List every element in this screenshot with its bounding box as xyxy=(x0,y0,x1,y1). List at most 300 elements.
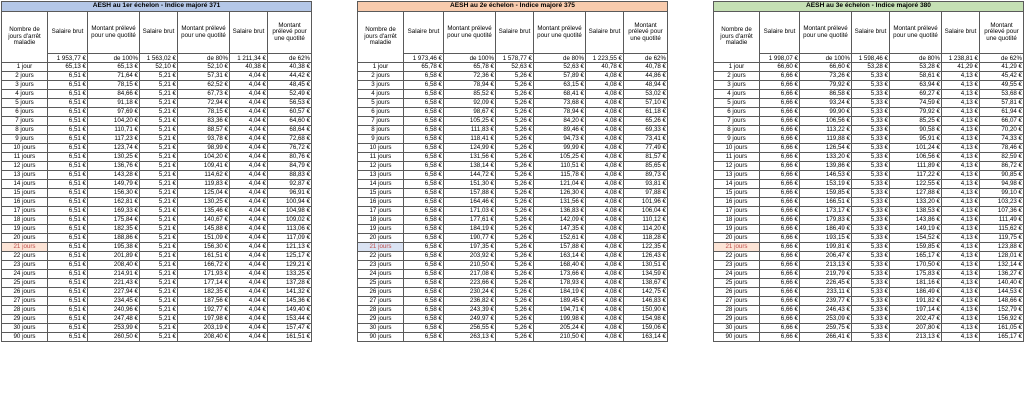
days-cell: 90 jours xyxy=(714,333,760,342)
daily-salary-cell: 4,13 € xyxy=(942,279,980,288)
daily-salary-cell: 6,66 € xyxy=(760,288,800,297)
daily-salary-cell: 6,66 € xyxy=(760,126,800,135)
deducted-amount-cell: 157,47 € xyxy=(268,324,312,333)
daily-salary-cell: 52,10 € xyxy=(140,63,178,72)
table-row xyxy=(358,198,668,207)
deducted-amount-cell: 149,40 € xyxy=(268,306,312,315)
days-cell: 7 jours xyxy=(714,117,760,126)
days-cell: 21 jours xyxy=(2,243,48,252)
daily-salary-cell: 4,04 € xyxy=(230,153,268,162)
daily-salary-cell: 5,26 € xyxy=(496,144,534,153)
daily-salary-cell: 53,28 € xyxy=(852,63,890,72)
deducted-header: Montant prélevé pour une quotité xyxy=(534,12,586,54)
daily-salary-cell: 5,33 € xyxy=(852,306,890,315)
daily-salary-cell: 5,21 € xyxy=(140,90,178,99)
deducted-amount-cell: 233,11 € xyxy=(800,288,852,297)
deducted-amount-cell: 140,67 € xyxy=(178,216,230,225)
deducted-amount-cell: 40,78 € xyxy=(624,63,668,72)
daily-salary-cell: 4,08 € xyxy=(586,297,624,306)
daily-salary-cell: 6,66 € xyxy=(760,306,800,315)
days-cell: 25 jours xyxy=(358,279,404,288)
daily-salary-cell: 6,66 € xyxy=(760,99,800,108)
deducted-amount-cell: 128,01 € xyxy=(980,252,1024,261)
daily-salary-cell: 5,33 € xyxy=(852,189,890,198)
monthly-salary-62: 1 238,81 € xyxy=(942,54,980,63)
quotite-62: de 62% xyxy=(980,54,1024,63)
deducted-amount-cell: 93,78 € xyxy=(178,135,230,144)
days-cell: 27 jours xyxy=(358,297,404,306)
deducted-amount-cell: 129,21 € xyxy=(268,261,312,270)
deducted-amount-cell: 130,51 € xyxy=(624,261,668,270)
daily-salary-cell: 5,33 € xyxy=(852,288,890,297)
days-cell: 19 jours xyxy=(358,225,404,234)
days-cell: 17 jours xyxy=(2,207,48,216)
deducted-amount-cell: 142,09 € xyxy=(534,216,586,225)
daily-salary-cell: 6,66 € xyxy=(760,153,800,162)
daily-salary-cell: 6,66 € xyxy=(760,135,800,144)
table-title: AESH au 1er échelon - Indice majoré 371 xyxy=(2,2,312,12)
deducted-amount-cell: 69,27 € xyxy=(890,90,942,99)
deducted-amount-cell: 106,56 € xyxy=(890,153,942,162)
daily-salary-cell: 4,04 € xyxy=(230,288,268,297)
deducted-amount-cell: 186,49 € xyxy=(800,225,852,234)
deducted-amount-cell: 101,96 € xyxy=(624,198,668,207)
daily-salary-cell: 6,66 € xyxy=(760,216,800,225)
deducted-amount-cell: 78,15 € xyxy=(178,108,230,117)
deducted-amount-cell: 61,94 € xyxy=(980,108,1024,117)
daily-salary-cell: 6,51 € xyxy=(48,135,88,144)
monthly-salary-100: 1 973,46 € xyxy=(404,54,444,63)
daily-salary-cell: 4,04 € xyxy=(230,306,268,315)
table-row xyxy=(358,234,668,243)
deducted-amount-cell: 74,59 € xyxy=(890,99,942,108)
deducted-amount-cell: 58,61 € xyxy=(890,72,942,81)
daily-salary-cell: 6,58 € xyxy=(404,288,444,297)
daily-salary-cell: 5,33 € xyxy=(852,108,890,117)
table-body xyxy=(358,63,668,342)
deducted-amount-cell: 110,12 € xyxy=(624,216,668,225)
days-cell: 1 jour xyxy=(714,63,760,72)
daily-salary-cell: 5,26 € xyxy=(496,135,534,144)
table-row xyxy=(2,81,312,90)
daily-salary-cell: 4,08 € xyxy=(586,117,624,126)
daily-salary-cell: 4,13 € xyxy=(942,126,980,135)
deducted-amount-cell: 187,56 € xyxy=(178,297,230,306)
daily-salary-cell: 4,13 € xyxy=(942,270,980,279)
deducted-amount-cell: 57,89 € xyxy=(534,72,586,81)
deducted-amount-cell: 123,88 € xyxy=(980,243,1024,252)
deducted-amount-cell: 194,71 € xyxy=(534,306,586,315)
days-cell: 22 jours xyxy=(714,252,760,261)
table-row xyxy=(358,63,668,72)
daily-salary-cell: 5,21 € xyxy=(140,117,178,126)
table-row xyxy=(2,153,312,162)
deducted-amount-cell: 106,56 € xyxy=(800,117,852,126)
daily-salary-cell: 6,51 € xyxy=(48,288,88,297)
salary-header: Salaire brut xyxy=(852,12,890,54)
table-row xyxy=(714,180,1024,189)
daily-salary-cell: 4,04 € xyxy=(230,270,268,279)
deducted-amount-cell: 83,36 € xyxy=(178,117,230,126)
deducted-amount-cell: 169,33 € xyxy=(88,207,140,216)
deducted-amount-cell: 80,76 € xyxy=(268,153,312,162)
monthly-salary-80: 1 578,77 € xyxy=(496,54,534,63)
deducted-amount-cell: 122,55 € xyxy=(890,180,942,189)
days-cell: 21 jours xyxy=(358,243,404,252)
deducted-amount-cell: 114,20 € xyxy=(624,225,668,234)
deducted-amount-cell: 119,88 € xyxy=(800,135,852,144)
table-row xyxy=(358,135,668,144)
daily-salary-cell: 6,58 € xyxy=(404,252,444,261)
deducted-amount-cell: 73,26 € xyxy=(800,72,852,81)
daily-salary-cell: 5,26 € xyxy=(496,162,534,171)
daily-salary-cell: 4,04 € xyxy=(230,144,268,153)
daily-salary-cell: 5,21 € xyxy=(140,171,178,180)
deducted-amount-cell: 135,46 € xyxy=(178,207,230,216)
table-row xyxy=(2,171,312,180)
daily-salary-cell: 6,51 € xyxy=(48,225,88,234)
deducted-amount-cell: 65,13 € xyxy=(88,63,140,72)
deducted-amount-cell: 138,53 € xyxy=(890,207,942,216)
deducted-amount-cell: 149,79 € xyxy=(88,180,140,189)
deducted-amount-cell: 57,81 € xyxy=(980,99,1024,108)
daily-salary-cell: 4,08 € xyxy=(586,144,624,153)
daily-salary-cell: 6,58 € xyxy=(404,225,444,234)
daily-salary-cell: 4,04 € xyxy=(230,216,268,225)
deducted-amount-cell: 143,28 € xyxy=(88,171,140,180)
daily-salary-cell: 5,21 € xyxy=(140,180,178,189)
deducted-amount-cell: 171,93 € xyxy=(178,270,230,279)
deducted-amount-cell: 79,92 € xyxy=(890,108,942,117)
daily-salary-cell: 6,66 € xyxy=(760,162,800,171)
daily-salary-cell: 4,08 € xyxy=(586,81,624,90)
table-row xyxy=(714,252,1024,261)
daily-salary-cell: 5,26 € xyxy=(496,108,534,117)
daily-salary-cell: 4,04 € xyxy=(230,333,268,342)
days-cell: 6 jours xyxy=(714,108,760,117)
daily-salary-cell: 5,21 € xyxy=(140,162,178,171)
daily-salary-cell: 6,58 € xyxy=(404,153,444,162)
table-row xyxy=(2,144,312,153)
salary-header: Salaire brut xyxy=(48,12,88,54)
deducted-amount-cell: 84,79 € xyxy=(268,162,312,171)
deducted-amount-cell: 165,17 € xyxy=(980,333,1024,342)
deducted-amount-cell: 56,53 € xyxy=(268,99,312,108)
daily-salary-cell: 4,13 € xyxy=(942,225,980,234)
days-cell: 13 jours xyxy=(2,171,48,180)
daily-salary-cell: 6,58 € xyxy=(404,297,444,306)
daily-salary-cell: 5,26 € xyxy=(496,324,534,333)
days-cell: 29 jours xyxy=(2,315,48,324)
table-row xyxy=(2,207,312,216)
daily-salary-cell: 4,13 € xyxy=(942,72,980,81)
daily-salary-cell: 4,08 € xyxy=(586,243,624,252)
daily-salary-cell: 5,26 € xyxy=(496,243,534,252)
daily-salary-cell: 4,08 € xyxy=(586,279,624,288)
days-cell: 4 jours xyxy=(714,90,760,99)
daily-salary-cell: 4,13 € xyxy=(942,234,980,243)
daily-salary-cell: 5,21 € xyxy=(140,207,178,216)
daily-salary-cell: 6,51 € xyxy=(48,153,88,162)
daily-salary-cell: 6,58 € xyxy=(404,99,444,108)
deducted-amount-cell: 52,63 € xyxy=(534,63,586,72)
table-row xyxy=(2,180,312,189)
deducted-amount-cell: 153,44 € xyxy=(268,315,312,324)
days-cell: 18 jours xyxy=(358,216,404,225)
deducted-amount-cell: 206,47 € xyxy=(800,252,852,261)
table-row xyxy=(2,126,312,135)
deducted-amount-cell: 188,86 € xyxy=(88,234,140,243)
table-row xyxy=(358,324,668,333)
daily-salary-cell: 4,04 € xyxy=(230,243,268,252)
days-header: Nombre de jours d'arrêt maladie xyxy=(714,12,760,63)
deducted-amount-cell: 139,86 € xyxy=(800,162,852,171)
deducted-amount-cell: 161,51 € xyxy=(178,252,230,261)
table-body xyxy=(714,63,1024,342)
deducted-amount-cell: 192,77 € xyxy=(178,306,230,315)
daily-salary-cell: 4,08 € xyxy=(586,234,624,243)
days-cell: 13 jours xyxy=(714,171,760,180)
table-title: AESH au 3e échelon - Indice majoré 380 xyxy=(714,2,1024,12)
deducted-amount-cell: 100,94 € xyxy=(268,198,312,207)
days-cell: 4 jours xyxy=(2,90,48,99)
days-cell: 24 jours xyxy=(714,270,760,279)
table-row xyxy=(358,207,668,216)
deducted-header: Montant prélevé pour une quotité xyxy=(890,12,942,54)
deducted-amount-cell: 92,09 € xyxy=(444,99,496,108)
daily-salary-cell: 5,33 € xyxy=(852,153,890,162)
days-cell: 26 jours xyxy=(2,288,48,297)
days-cell: 2 jours xyxy=(358,72,404,81)
daily-salary-cell: 4,04 € xyxy=(230,171,268,180)
days-cell: 30 jours xyxy=(2,324,48,333)
daily-salary-cell: 5,26 € xyxy=(496,90,534,99)
days-cell: 10 jours xyxy=(2,144,48,153)
daily-salary-cell: 5,26 € xyxy=(496,198,534,207)
table-row xyxy=(714,81,1024,90)
salary-header: Salaire brut xyxy=(942,12,980,54)
daily-salary-cell: 4,08 € xyxy=(586,162,624,171)
daily-salary-cell: 4,04 € xyxy=(230,117,268,126)
deducted-amount-cell: 149,19 € xyxy=(890,225,942,234)
daily-salary-cell: 4,08 € xyxy=(586,180,624,189)
deducted-amount-cell: 40,38 € xyxy=(268,63,312,72)
days-cell: 9 jours xyxy=(714,135,760,144)
table-row xyxy=(2,288,312,297)
daily-salary-cell: 6,66 € xyxy=(760,243,800,252)
days-cell: 6 jours xyxy=(358,108,404,117)
daily-salary-cell: 4,13 € xyxy=(942,198,980,207)
deducted-amount-cell: 163,14 € xyxy=(534,252,586,261)
daily-salary-cell: 6,58 € xyxy=(404,207,444,216)
deducted-amount-cell: 148,66 € xyxy=(980,297,1024,306)
table-row xyxy=(2,198,312,207)
table-row xyxy=(358,216,668,225)
deducted-amount-cell: 177,61 € xyxy=(444,216,496,225)
daily-salary-cell: 5,33 € xyxy=(852,72,890,81)
deducted-amount-cell: 109,02 € xyxy=(268,216,312,225)
deducted-amount-cell: 195,38 € xyxy=(88,243,140,252)
daily-salary-cell: 5,26 € xyxy=(496,234,534,243)
daily-salary-cell: 4,13 € xyxy=(942,261,980,270)
daily-salary-cell: 5,33 € xyxy=(852,261,890,270)
table-row xyxy=(358,126,668,135)
days-cell: 16 jours xyxy=(2,198,48,207)
daily-salary-cell: 6,66 € xyxy=(760,144,800,153)
deducted-amount-cell: 94,73 € xyxy=(534,135,586,144)
deducted-amount-cell: 114,62 € xyxy=(178,171,230,180)
deducted-amount-cell: 113,06 € xyxy=(268,225,312,234)
daily-salary-cell: 6,58 € xyxy=(404,72,444,81)
deducted-amount-cell: 85,52 € xyxy=(444,90,496,99)
deducted-amount-cell: 157,88 € xyxy=(444,189,496,198)
daily-salary-cell: 6,51 € xyxy=(48,99,88,108)
daily-salary-cell: 4,13 € xyxy=(942,144,980,153)
deducted-amount-cell: 164,46 € xyxy=(444,198,496,207)
daily-salary-cell: 4,04 € xyxy=(230,315,268,324)
deducted-amount-cell: 202,47 € xyxy=(890,315,942,324)
deducted-amount-cell: 138,14 € xyxy=(444,162,496,171)
deducted-amount-cell: 72,68 € xyxy=(268,135,312,144)
deducted-amount-cell: 126,54 € xyxy=(800,144,852,153)
table-row xyxy=(714,216,1024,225)
quotite-100: de 100% xyxy=(444,54,496,63)
daily-salary-cell: 5,33 € xyxy=(852,297,890,306)
monthly-salary-80: 1 563,02 € xyxy=(140,54,178,63)
daily-salary-cell: 4,13 € xyxy=(942,90,980,99)
table-row xyxy=(714,63,1024,72)
table-row xyxy=(2,63,312,72)
table-row xyxy=(714,126,1024,135)
daily-salary-cell: 5,26 € xyxy=(496,297,534,306)
daily-salary-cell: 5,26 € xyxy=(496,261,534,270)
daily-salary-cell: 4,08 € xyxy=(586,225,624,234)
deducted-amount-cell: 121,13 € xyxy=(268,243,312,252)
days-cell: 15 jours xyxy=(714,189,760,198)
deducted-amount-cell: 76,72 € xyxy=(268,144,312,153)
deducted-amount-cell: 105,25 € xyxy=(534,153,586,162)
daily-salary-cell: 4,04 € xyxy=(230,126,268,135)
daily-salary-cell: 4,04 € xyxy=(230,225,268,234)
deducted-amount-cell: 93,24 € xyxy=(800,99,852,108)
daily-salary-cell: 5,33 € xyxy=(852,126,890,135)
deducted-amount-cell: 104,20 € xyxy=(178,153,230,162)
days-cell: 9 jours xyxy=(2,135,48,144)
daily-salary-cell: 4,08 € xyxy=(586,270,624,279)
daily-salary-cell: 6,66 € xyxy=(760,108,800,117)
deducted-amount-cell: 171,03 € xyxy=(444,207,496,216)
deducted-amount-cell: 208,40 € xyxy=(88,261,140,270)
daily-salary-cell: 4,13 € xyxy=(942,252,980,261)
daily-salary-cell: 6,58 € xyxy=(404,81,444,90)
deducted-amount-cell: 182,35 € xyxy=(178,288,230,297)
deducted-amount-cell: 68,41 € xyxy=(534,90,586,99)
daily-salary-cell: 6,51 € xyxy=(48,279,88,288)
table-row xyxy=(2,234,312,243)
days-cell: 28 jours xyxy=(358,306,404,315)
days-cell: 20 jours xyxy=(358,234,404,243)
deducted-amount-cell: 143,86 € xyxy=(890,216,942,225)
table-row xyxy=(714,225,1024,234)
deducted-amount-cell: 168,40 € xyxy=(534,261,586,270)
table-row xyxy=(2,72,312,81)
deducted-amount-cell: 63,94 € xyxy=(890,81,942,90)
days-cell: 90 jours xyxy=(2,333,48,342)
days-cell: 25 jours xyxy=(714,279,760,288)
table-row xyxy=(2,225,312,234)
quotite-62: de 62% xyxy=(268,54,312,63)
table-row xyxy=(2,243,312,252)
daily-salary-cell: 5,26 € xyxy=(496,72,534,81)
deducted-amount-cell: 125,17 € xyxy=(268,252,312,261)
table-row xyxy=(2,99,312,108)
daily-salary-cell: 4,04 € xyxy=(230,234,268,243)
deducted-amount-cell: 178,93 € xyxy=(534,279,586,288)
deducted-amount-cell: 88,83 € xyxy=(268,171,312,180)
daily-salary-cell: 5,33 € xyxy=(852,216,890,225)
daily-salary-cell: 5,26 € xyxy=(496,81,534,90)
deducted-amount-cell: 91,18 € xyxy=(88,99,140,108)
deducted-amount-cell: 144,53 € xyxy=(980,288,1024,297)
daily-salary-cell: 4,08 € xyxy=(586,324,624,333)
daily-salary-cell: 5,26 € xyxy=(496,117,534,126)
deducted-amount-cell: 145,88 € xyxy=(178,225,230,234)
daily-salary-cell: 6,51 € xyxy=(48,324,88,333)
table-row xyxy=(2,108,312,117)
deducted-amount-cell: 234,45 € xyxy=(88,297,140,306)
deducted-amount-cell: 117,09 € xyxy=(268,234,312,243)
daily-salary-cell: 5,33 € xyxy=(852,324,890,333)
days-cell: 3 jours xyxy=(714,81,760,90)
daily-salary-cell: 5,33 € xyxy=(852,117,890,126)
daily-salary-cell: 5,33 € xyxy=(852,270,890,279)
deducted-amount-cell: 175,83 € xyxy=(890,270,942,279)
deducted-amount-cell: 151,30 € xyxy=(444,180,496,189)
days-cell: 9 jours xyxy=(358,135,404,144)
days-cell: 14 jours xyxy=(2,180,48,189)
table-row xyxy=(2,270,312,279)
deducted-amount-cell: 99,90 € xyxy=(800,108,852,117)
deducted-amount-cell: 121,04 € xyxy=(534,180,586,189)
deducted-header: Montant prélevé pour une quotité xyxy=(624,12,668,54)
deducted-amount-cell: 130,25 € xyxy=(178,198,230,207)
days-cell: 18 jours xyxy=(2,216,48,225)
daily-salary-cell: 4,08 € xyxy=(586,126,624,135)
deducted-amount-cell: 151,09 € xyxy=(178,234,230,243)
deducted-amount-cell: 106,04 € xyxy=(624,207,668,216)
table-row xyxy=(714,279,1024,288)
days-cell: 27 jours xyxy=(2,297,48,306)
deducted-amount-cell: 53,68 € xyxy=(980,90,1024,99)
days-cell: 8 jours xyxy=(358,126,404,135)
deducted-amount-cell: 156,30 € xyxy=(88,189,140,198)
deducted-amount-cell: 81,57 € xyxy=(624,153,668,162)
deducted-amount-cell: 118,28 € xyxy=(624,234,668,243)
daily-salary-cell: 40,78 € xyxy=(586,63,624,72)
monthly-salary-100: 1 998,07 € xyxy=(760,54,800,63)
daily-salary-cell: 5,26 € xyxy=(496,288,534,297)
daily-salary-cell: 6,51 € xyxy=(48,216,88,225)
deducted-amount-cell: 52,10 € xyxy=(178,63,230,72)
daily-salary-cell: 6,51 € xyxy=(48,207,88,216)
daily-salary-cell: 4,08 € xyxy=(586,189,624,198)
table-row xyxy=(2,216,312,225)
deducted-amount-cell: 259,75 € xyxy=(800,324,852,333)
daily-salary-cell: 5,21 € xyxy=(140,234,178,243)
daily-salary-cell: 6,58 € xyxy=(404,144,444,153)
daily-salary-cell: 6,58 € xyxy=(404,198,444,207)
deducted-amount-cell: 175,84 € xyxy=(88,216,140,225)
